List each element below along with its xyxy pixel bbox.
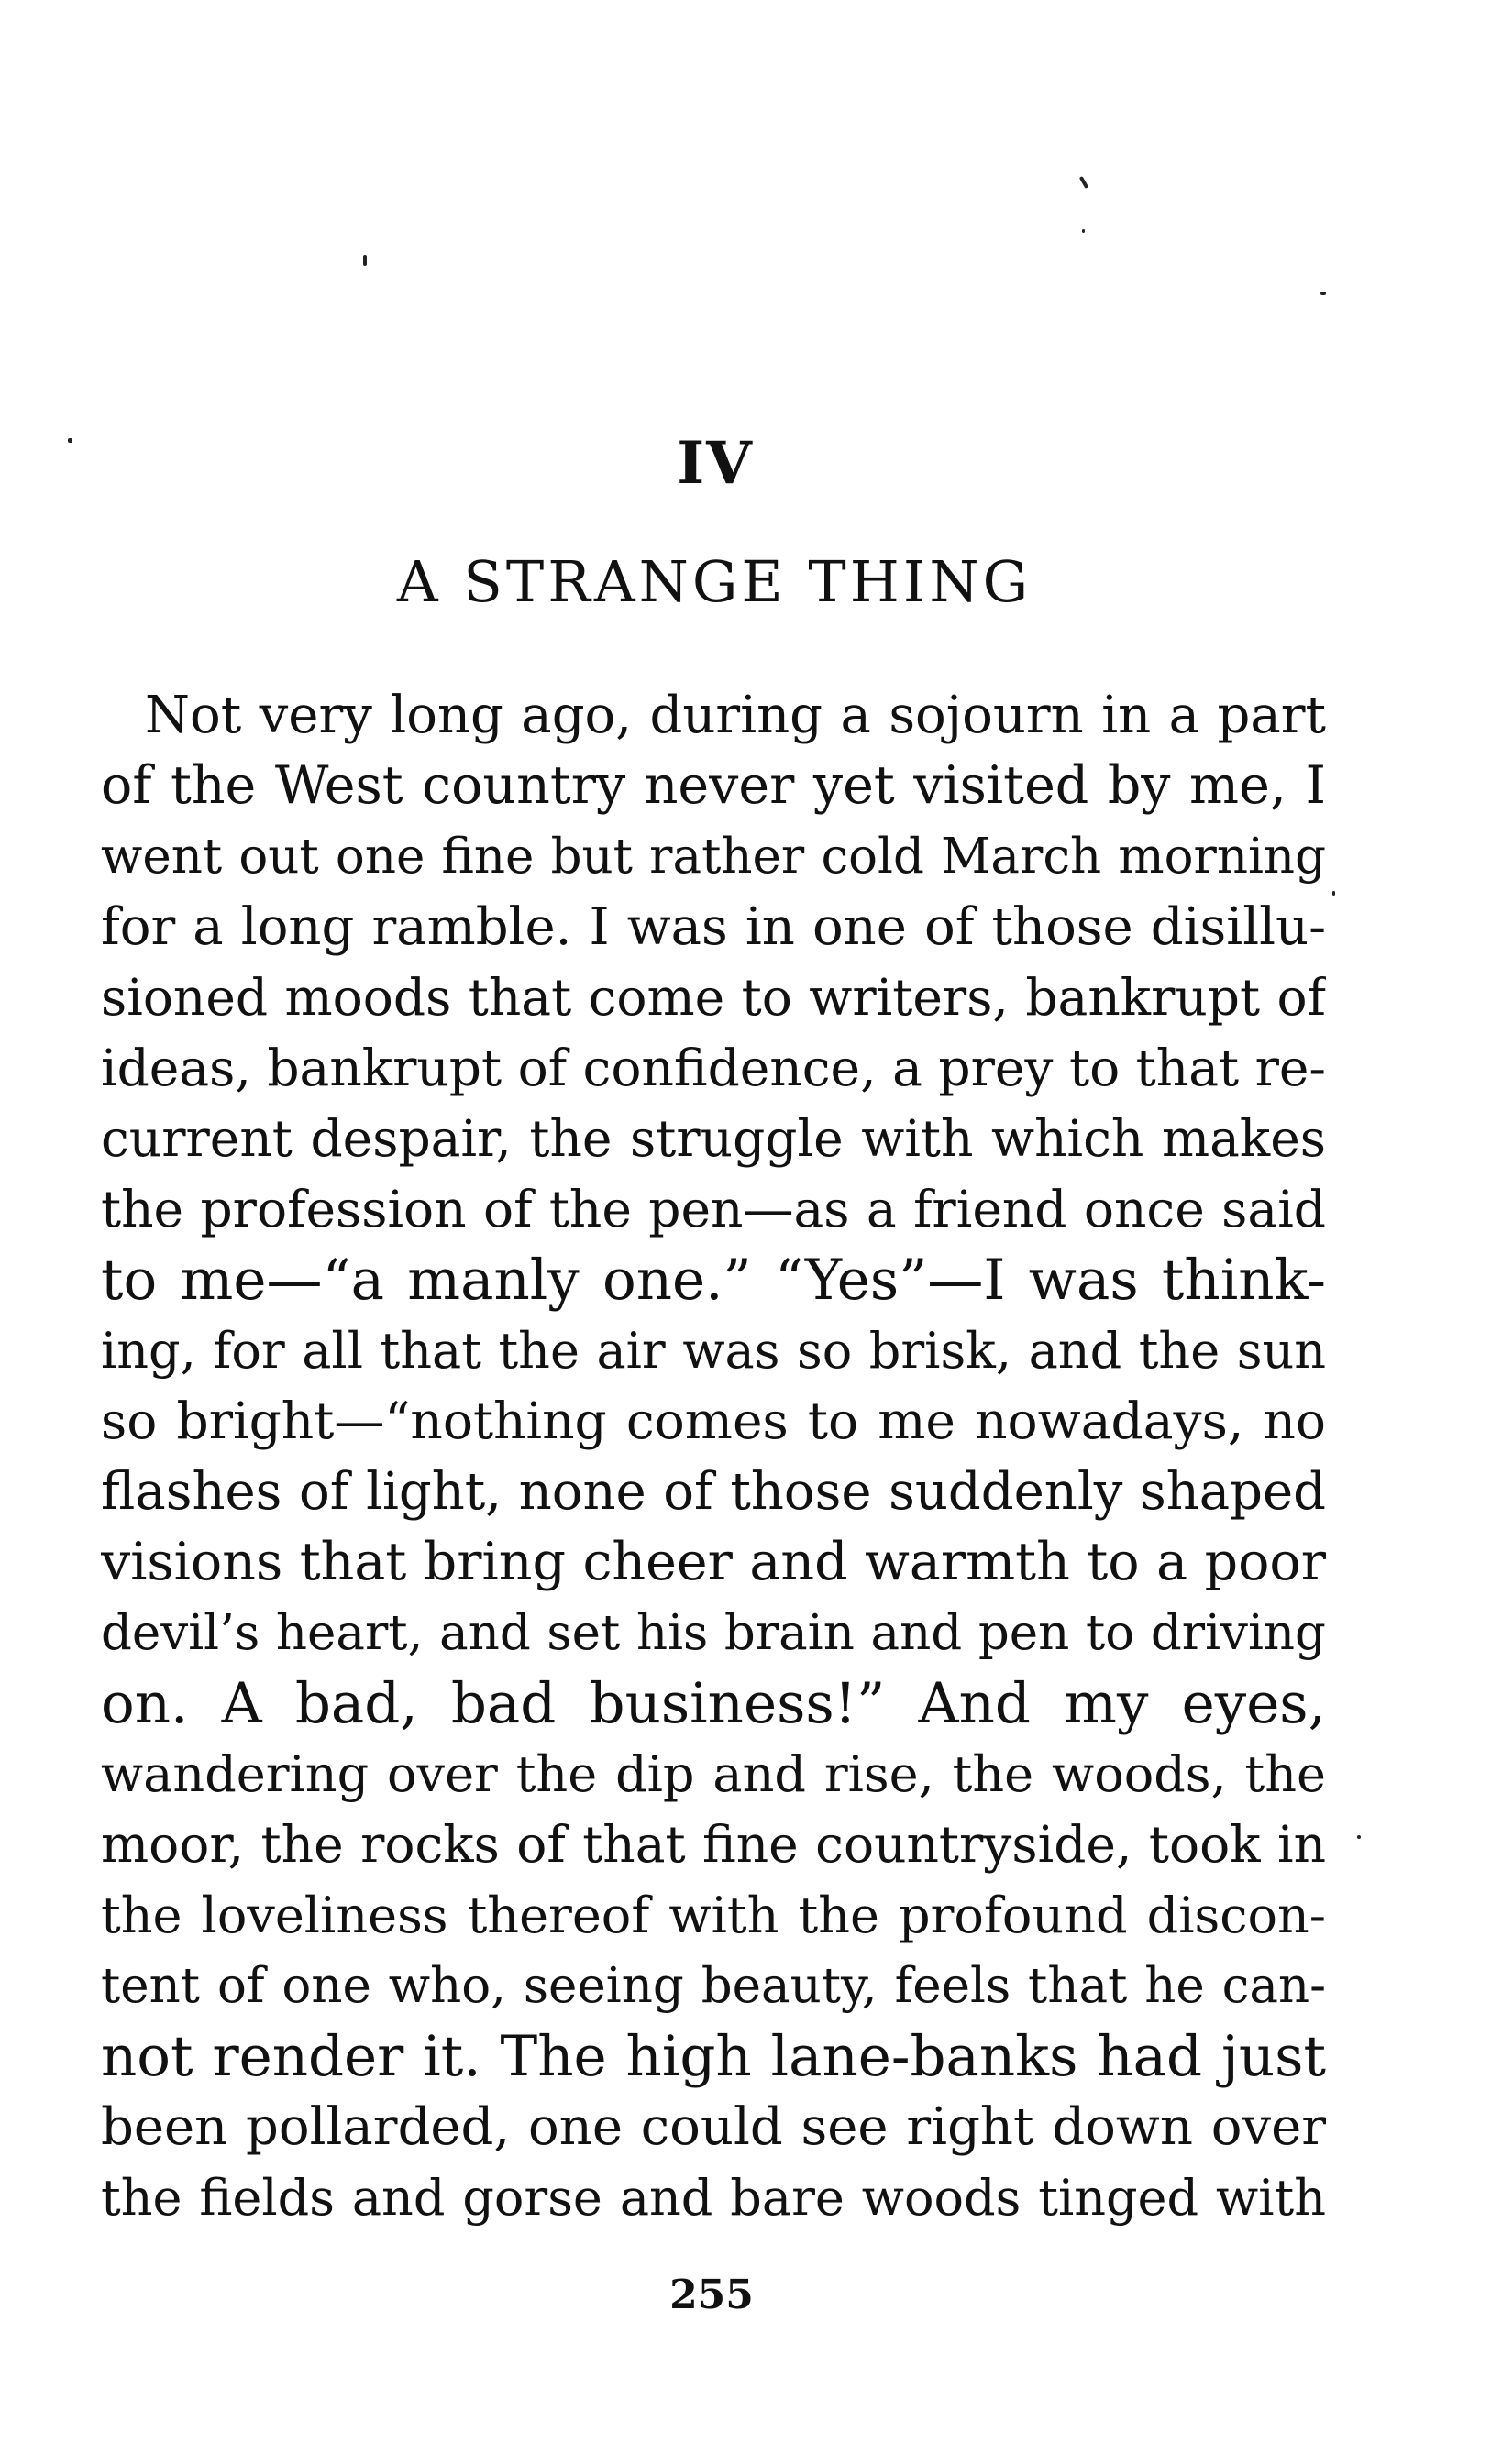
chapter-title: A STRANGE THING bbox=[396, 548, 1033, 615]
text-line: so bright—“nothing comes to me nowadays, no bbox=[101, 1392, 1326, 1450]
text-line: to me—“a manly one.” “Yes”—I was think- bbox=[101, 1248, 1326, 1313]
text-line: on. A bad, bad business!” And my eyes, bbox=[101, 1671, 1326, 1736]
scan-speck bbox=[363, 255, 367, 266]
scan-speck bbox=[1082, 229, 1085, 233]
page-number: 255 bbox=[669, 2272, 754, 2318]
text-line: visions that bring cheer and warmth to a poor bbox=[101, 1532, 1326, 1592]
text-line: the loveliness thereof with the profound discon- bbox=[101, 1886, 1326, 1944]
text-line: the profession of the pen—as a friend once said bbox=[101, 1180, 1326, 1238]
scan-speck bbox=[1079, 176, 1088, 189]
text-line: not render it. The high lane-banks had just bbox=[101, 2024, 1326, 2089]
scan-speck bbox=[1320, 292, 1326, 295]
text-line: went out one fine but rather cold March morning bbox=[101, 829, 1326, 885]
text-line: current despair, the struggle with which makes bbox=[101, 1109, 1326, 1168]
scan-speck bbox=[1357, 1835, 1361, 1839]
text-line: sioned moods that come to writers, bankrupt of bbox=[101, 968, 1326, 1027]
scan-speck bbox=[1332, 891, 1335, 896]
chapter-number: IV bbox=[677, 429, 754, 498]
text-line: tent of one who, seeing beauty, feels that he can- bbox=[101, 1958, 1326, 2014]
text-line: flashes of light, none of those suddenly shaped bbox=[101, 1462, 1326, 1522]
text-line: devil’s heart, and set his brain and pen to driving bbox=[101, 1605, 1326, 1661]
text-line: for a long ramble. I was in one of those disillu- bbox=[101, 897, 1326, 957]
text-line: been pollarded, one could see right down over bbox=[101, 2097, 1326, 2157]
text-line: moor, the rocks of that fine countryside, took in bbox=[101, 1815, 1326, 1874]
body-text bbox=[101, 680, 1326, 2233]
text-line: ideas, bankrupt of confidence, a prey to that re- bbox=[101, 1039, 1326, 1097]
text-line: ing, for all that the air was so brisk, and the sun bbox=[101, 1322, 1326, 1380]
text-line: the fields and gorse and bare woods tinged with bbox=[101, 2169, 1326, 2227]
text-line: of the West country never yet visited by me, I bbox=[101, 755, 1326, 816]
text-line: wandering over the dip and rise, the woods, the bbox=[101, 1745, 1326, 1803]
text-line: Not very long ago, during a sojourn in a part bbox=[145, 686, 1326, 745]
